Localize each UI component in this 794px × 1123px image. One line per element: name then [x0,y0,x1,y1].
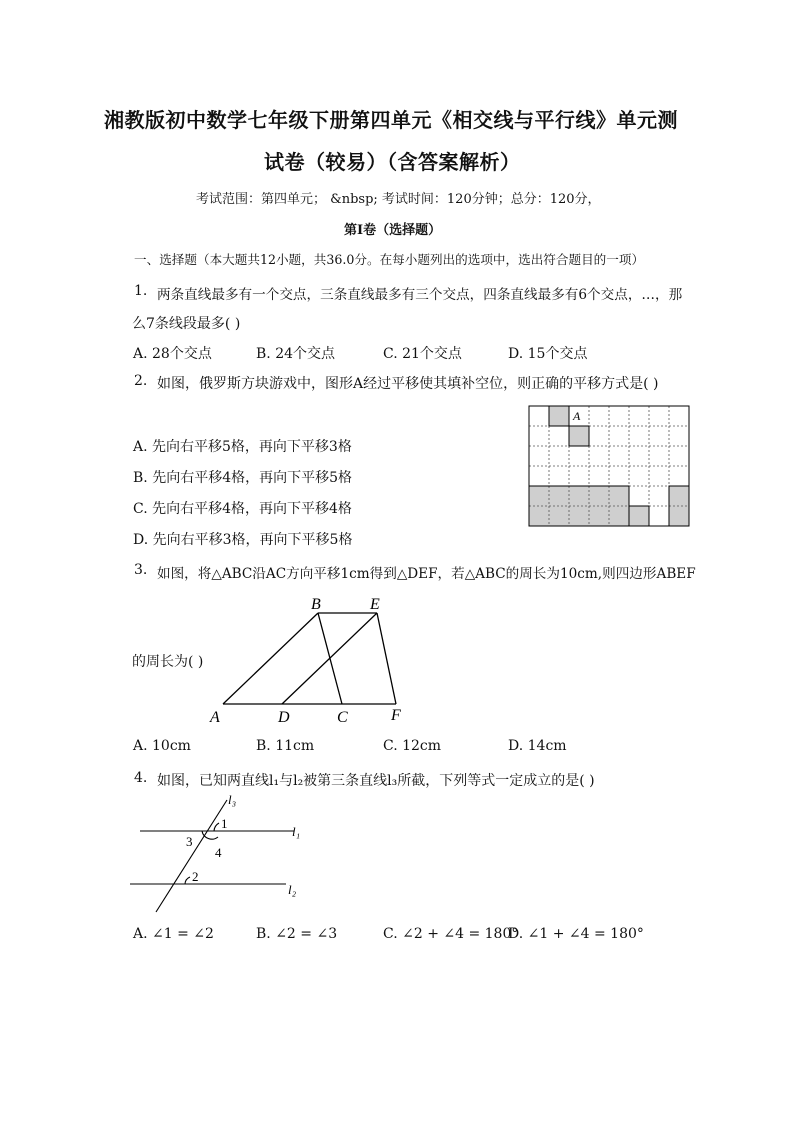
option-d: D. 15个交点 [508,346,588,362]
vertex-e-label: E [370,596,380,613]
doc-title-line2: 试卷（较易）（含答案解析） [264,150,521,174]
question-text: 两条直线最多有一个交点，三条直线最多有三个交点，四条直线最多有6个交点，…，那 [157,287,683,303]
line-l3-label: l₃ [228,792,237,807]
part-title: 第I卷（选择题） [344,223,442,238]
option-c: C. 21个交点 [383,346,462,362]
angle-2-label: 2 [192,869,199,884]
question-text: 如图，俄罗斯方块游戏中，图形A经过平移使其填补空位，则正确的平移方式是( ) [157,376,659,392]
question-number: 1. [134,283,148,299]
translation-figure [205,594,415,728]
option-c: C. 先向右平移4格，再向下平移4格 [133,501,352,517]
vertex-f-label: F [391,707,401,724]
angle-4-label: 4 [215,845,222,860]
option-b: B. 先向右平移4格，再向下平移5格 [133,470,353,486]
option-c: C. ∠2 + ∠4 = 180° [383,926,519,942]
option-a: A. 先向右平移5格，再向下平移3格 [133,439,352,455]
option-a: A. ∠1 = ∠2 [133,926,214,942]
question-text: 如图，已知两直线l₁与l₂被第三条直线l₃所截，下列等式一定成立的是( ) [157,773,595,789]
exam-meta: 考试范围：第四单元； &nbsp; 考试时间：120分钟；总分：120分， [196,192,601,207]
question-number: 3. [134,562,148,578]
parallel-lines-figure [126,790,316,916]
vertex-a-label: A [210,709,220,726]
tetris-grid-figure [528,405,690,527]
doc-title-line1: 湘教版初中数学七年级下册第四单元《相交线与平行线》单元测 [104,108,678,132]
shape-a-label: A [573,409,581,423]
option-d: D. 14cm [508,738,567,754]
option-d: D. 先向右平移3格，再向下平移5格 [133,532,353,548]
angle-1-label: 1 [221,816,228,831]
question-text: 如图，将△ABC沿AC方向平移1cm得到△DEF，若△ABC的周长为10cm,则四边形ABEF [157,566,696,582]
vertex-b-label: B [311,596,321,613]
question-number: 2. [134,373,148,389]
angle-3-label: 3 [186,834,193,849]
vertex-d-label: D [278,709,290,726]
option-b: B. 11cm [256,738,315,754]
option-b: B. ∠2 = ∠3 [256,926,338,942]
option-a: A. 28个交点 [133,346,212,362]
option-c: C. 12cm [383,738,442,754]
option-a: A. 10cm [133,738,191,754]
option-d: D. ∠1 + ∠4 = 180° [508,926,644,942]
line-l1-label: l₁ [292,824,301,839]
question-text-cont: 的周长为( ) [132,654,204,670]
vertex-c-label: C [337,709,348,726]
option-b: B. 24个交点 [256,346,336,362]
section-header: 一、选择题（本大题共12小题，共36.0分。在每小题列出的选项中，选出符合题目的一项） [134,252,645,267]
question-text-cont: 么7条线段最多( ) [132,316,241,332]
question-number: 4. [134,770,148,786]
line-l2-label: l₂ [288,882,297,897]
